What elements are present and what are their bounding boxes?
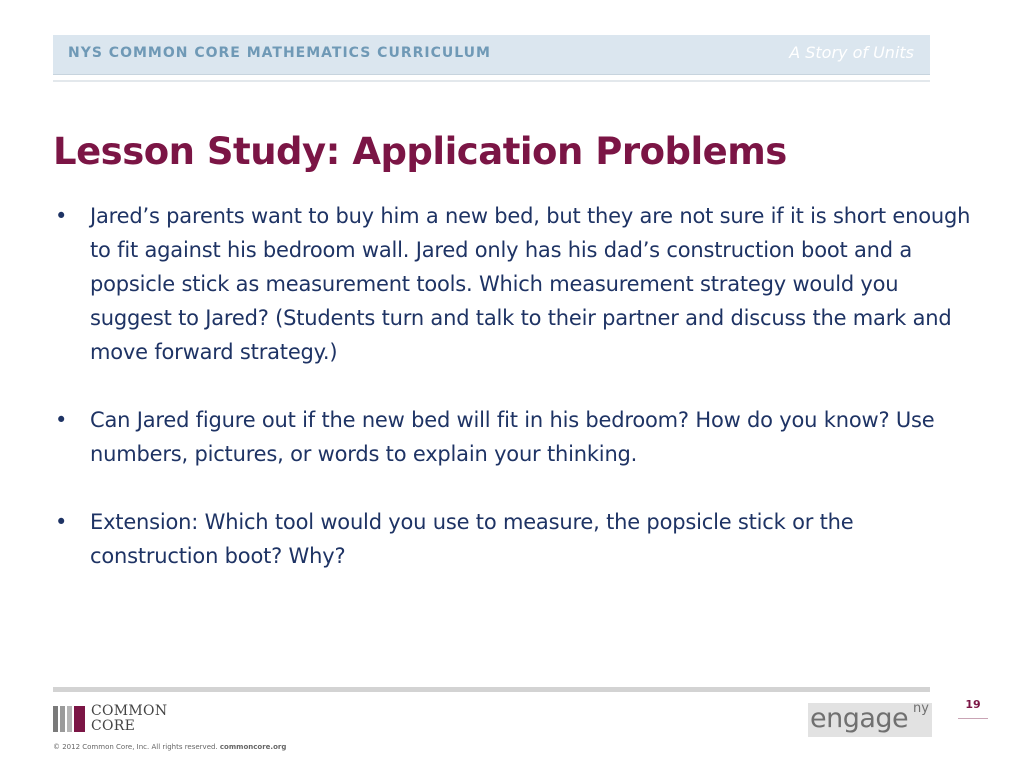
bullet-text: Can Jared figure out if the new bed will fit in his bedroom? How do you know? Use numbers, pictures, or words to explain your thinking. [90, 408, 935, 466]
copyright-site: commoncore.org [219, 743, 287, 751]
bullet-item [53, 505, 973, 573]
header-divider [53, 80, 930, 82]
logo-wordmark [91, 704, 167, 734]
common-core-logo [53, 705, 193, 737]
copyright-text: © 2012 Common Core, Inc. All rights reserved. [53, 743, 218, 751]
engage-ny-superscript: ny [913, 701, 929, 716]
bullet-item [53, 199, 973, 369]
logo-bar [74, 706, 85, 732]
series-name: A Story of Units [789, 43, 914, 62]
slide-title: Lesson Study: Application Problems [53, 130, 787, 173]
bullet-text: Extension: Which tool would you use to measure, the popsicle stick or the construction boot? Why? [90, 510, 854, 568]
logo-word-common: COMMON [91, 703, 168, 719]
curriculum-name: NYS COMMON CORE MATHEMATICS CURRICULUM [68, 45, 491, 61]
bullet-list [53, 199, 973, 607]
copyright-notice [53, 743, 286, 751]
footer-divider [53, 687, 930, 692]
logo-bar [60, 706, 65, 732]
logo-bar [53, 706, 58, 732]
logo-bar [67, 706, 72, 732]
page-number: 19 [958, 698, 988, 719]
bullet-item [53, 403, 973, 471]
bullet-icon: • [55, 204, 68, 228]
bullet-icon: • [55, 510, 68, 534]
header-bar [53, 35, 930, 75]
bullet-icon: • [55, 408, 68, 432]
logo-word-core: CORE [91, 718, 136, 734]
bullet-text: Jared’s parents want to buy him a new bed, but they are not sure if it is short enough to fit against his bedroom wall. Jared only has his dad’s construction boot and a popsicle stick as measurement tools. Which measurement strategy would you suggest to Jared? (Students turn and talk to their partner and discuss the mark and move forward strategy.) [90, 204, 971, 364]
engage-ny-logo [808, 703, 932, 737]
engage-wordmark: engage [810, 703, 909, 734]
